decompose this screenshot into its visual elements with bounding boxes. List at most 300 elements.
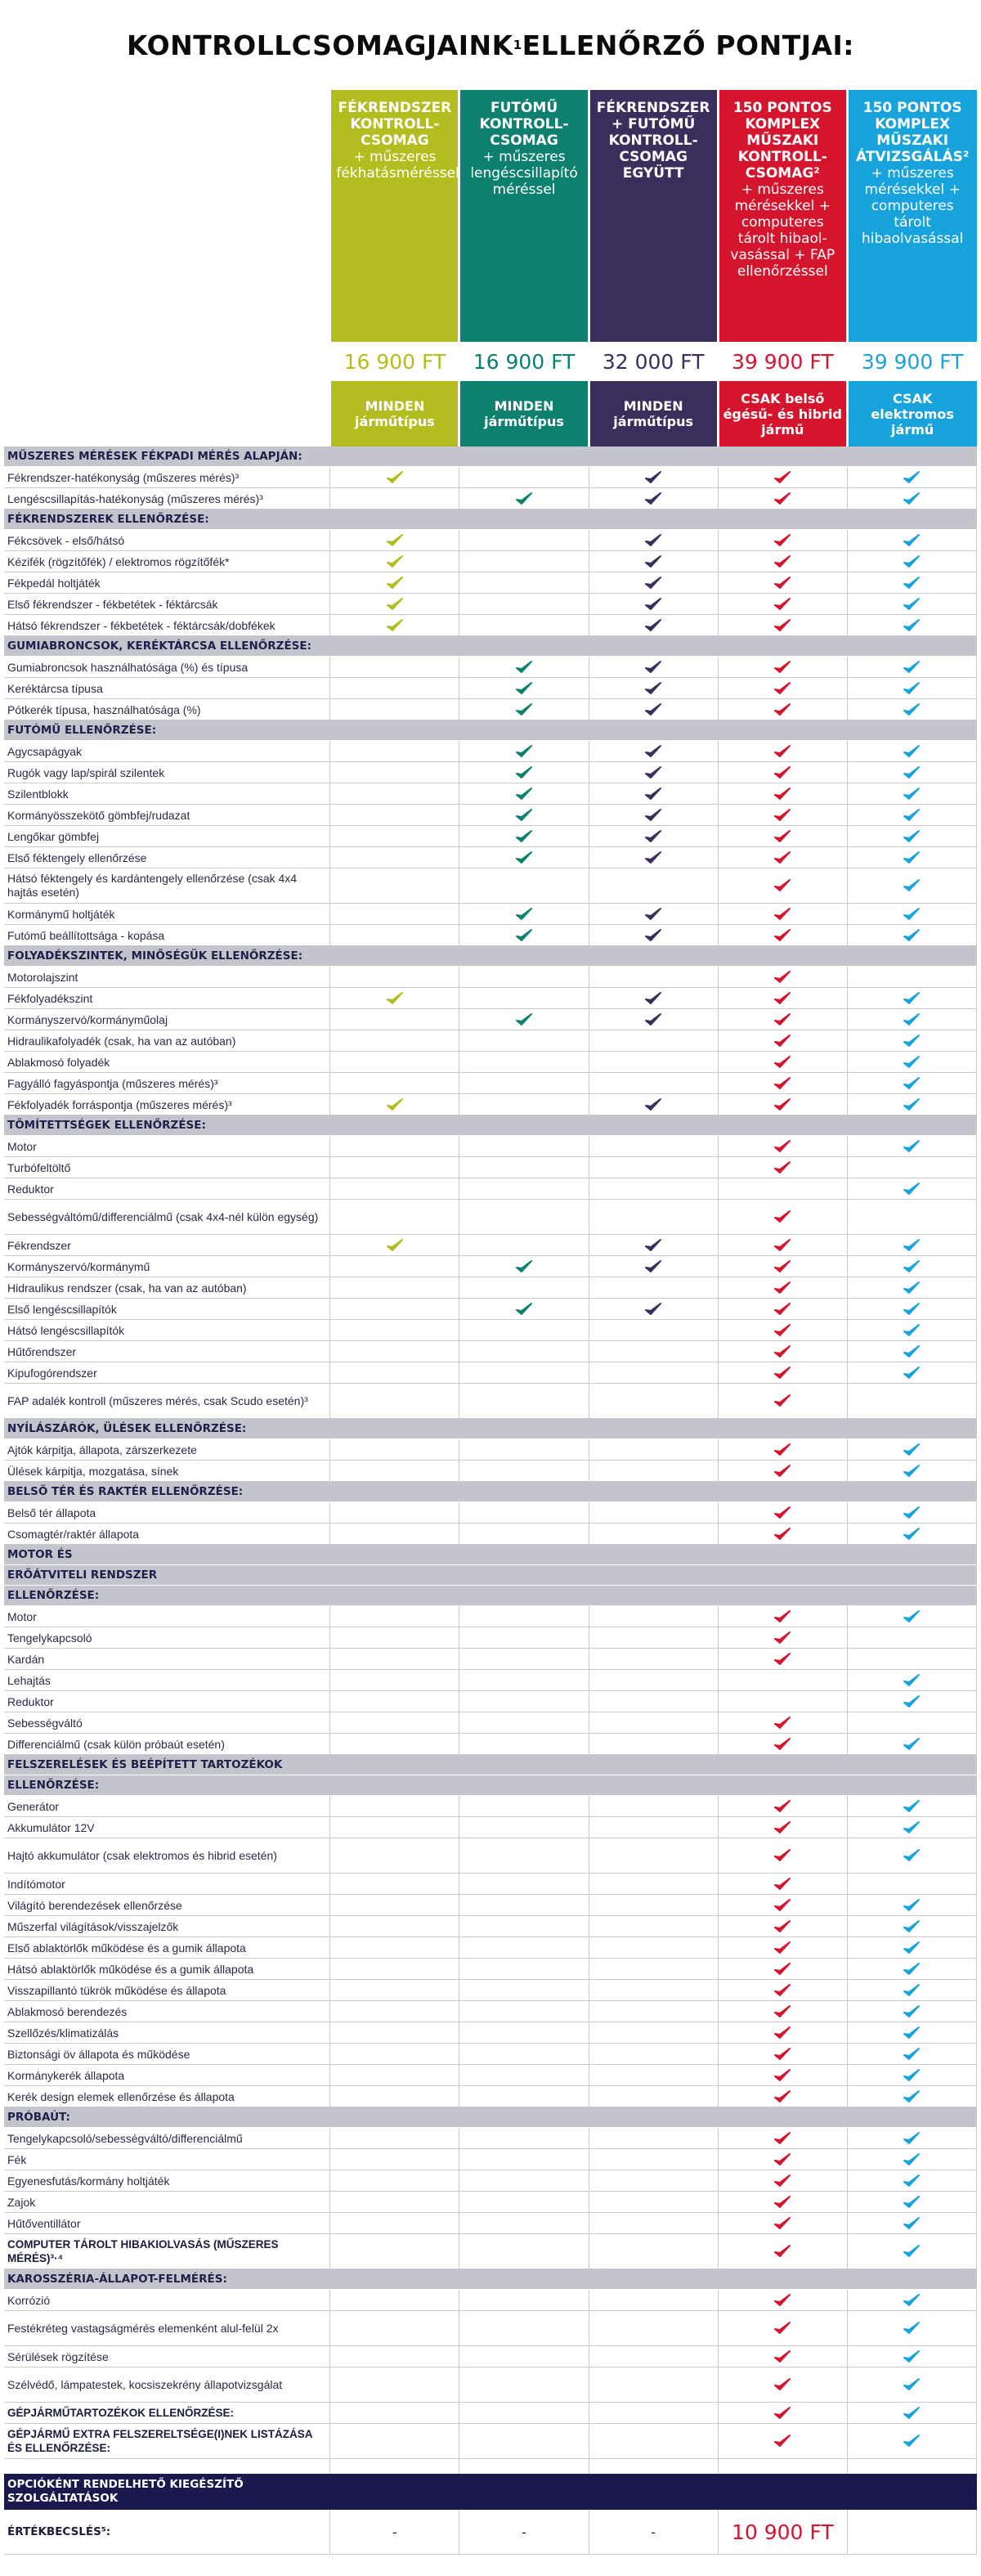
row-label: Kerék design elemek ellenőrzése és állapota <box>4 2086 330 2107</box>
check-cell <box>459 1052 589 1073</box>
row-label: Sebességváltómű/differenciálmű (csak 4x4-nél külön egység) <box>4 1200 330 1235</box>
check-icon <box>773 680 791 697</box>
check-cell <box>459 1256 589 1277</box>
check-icon <box>903 1847 921 1864</box>
check-cell <box>847 1277 976 1299</box>
check-icon <box>644 765 662 781</box>
vehicle-type-3: MINDEN járműtípus <box>589 381 718 447</box>
check-cell <box>589 1073 718 1094</box>
check-row <box>4 1461 977 1482</box>
check-cell <box>459 1341 589 1362</box>
check-icon <box>644 1012 662 1028</box>
check-cell <box>459 2403 589 2424</box>
check-cell <box>589 2022 718 2044</box>
check-row <box>4 551 977 572</box>
check-cell <box>330 2290 459 2311</box>
check-cell <box>718 1200 847 1235</box>
check-cell <box>459 2192 589 2213</box>
check-icon <box>773 2292 791 2309</box>
package-extra: + műszeres lengéscsillapító méréssel <box>470 149 578 198</box>
check-cell <box>718 925 847 946</box>
check-cell <box>589 2044 718 2065</box>
check-cell <box>459 1670 589 1691</box>
check-cell <box>847 1712 976 1734</box>
check-cell <box>718 1838 847 1874</box>
check-cell <box>589 657 718 678</box>
check-cell <box>718 1073 847 1094</box>
check-icon <box>644 906 662 922</box>
row-label: Motor <box>4 1136 330 1157</box>
check-cell <box>330 1627 459 1649</box>
check-row <box>4 1691 977 1712</box>
check-cell <box>459 488 589 509</box>
package-header-4 <box>718 90 847 342</box>
check-cell <box>718 1052 847 1073</box>
section-header-row <box>4 1775 977 1796</box>
row-label: Lehajtás <box>4 1670 330 1691</box>
check-cell <box>847 1320 976 1341</box>
check-cell <box>330 1235 459 1256</box>
row-label: Szélvédő, lámpatestek, kocsiszekrény állapotvizsgálat <box>4 2367 330 2403</box>
row-label: Hajtó akkumulátor (csak elektromos és hibrid esetén) <box>4 1838 330 1874</box>
check-cell <box>330 826 459 847</box>
check-icon <box>773 702 791 718</box>
check-icon <box>773 2194 791 2210</box>
check-cell <box>718 1712 847 1734</box>
check-icon <box>903 2046 921 2062</box>
check-icon <box>773 743 791 760</box>
row-label: Keréktárcsa típusa <box>4 678 330 699</box>
check-cell <box>718 741 847 762</box>
check-cell <box>847 805 976 826</box>
check-icon <box>903 1505 921 1521</box>
section-spacer <box>459 447 589 467</box>
check-cell <box>847 925 976 946</box>
check-row <box>4 1362 977 1384</box>
row-label: Fékfolyadékszint <box>4 988 330 1009</box>
section-title: GUMIABRONCSOK, KERÉKTÁRCSA ELLENŐRZÉSE: <box>4 636 330 657</box>
check-cell <box>330 2044 459 2065</box>
check-cell <box>459 1009 589 1030</box>
check-icon <box>773 850 791 866</box>
check-cell <box>589 868 718 904</box>
check-icon <box>773 1237 791 1254</box>
section-spacer <box>847 1482 976 1502</box>
check-row <box>4 1627 977 1649</box>
check-cell <box>847 741 976 762</box>
check-icon <box>644 575 662 591</box>
check-icon <box>903 1237 921 1254</box>
check-cell <box>589 1895 718 1916</box>
check-cell <box>330 1299 459 1320</box>
section-spacer <box>718 2107 847 2128</box>
check-icon <box>903 1736 921 1752</box>
check-cell <box>459 925 589 946</box>
check-cell <box>459 1916 589 1937</box>
section-spacer <box>589 2107 718 2128</box>
check-cell <box>847 2403 976 2424</box>
check-cell <box>847 572 976 594</box>
section-spacer <box>459 1755 589 1775</box>
check-icon <box>903 743 921 760</box>
check-cell <box>847 1959 976 1980</box>
check-icon <box>773 2243 791 2260</box>
check-icon <box>773 1344 791 1360</box>
section-spacer <box>847 1755 976 1775</box>
check-cell <box>847 1073 976 1094</box>
row-label: Ajtók kárpitja, állapota, zárszerkezete <box>4 1439 330 1461</box>
check-row <box>4 904 977 925</box>
check-cell <box>718 1734 847 1755</box>
row-label: Hűtőrendszer <box>4 1341 330 1362</box>
check-cell <box>718 1980 847 2001</box>
check-row <box>4 783 977 805</box>
check-cell <box>330 1157 459 1178</box>
check-cell <box>459 530 589 551</box>
section-spacer <box>330 2269 459 2290</box>
check-cell <box>459 1277 589 1299</box>
check-icon <box>903 1526 921 1542</box>
blank-row <box>4 2459 977 2475</box>
check-cell <box>459 1362 589 1384</box>
check-cell <box>847 1094 976 1115</box>
check-icon <box>515 765 533 781</box>
section-spacer <box>330 1755 459 1775</box>
section-title: FELSZERELÉSEK ÉS BEÉPÍTETT TARTOZÉKOK <box>4 1755 330 1775</box>
check-cell <box>589 826 718 847</box>
check-icon <box>773 596 791 613</box>
section-spacer <box>459 720 589 741</box>
check-icon <box>644 1237 662 1254</box>
check-icon <box>903 1672 921 1689</box>
check-cell <box>330 530 459 551</box>
check-icon <box>773 617 791 634</box>
check-cell <box>718 2128 847 2149</box>
section-spacer <box>847 946 976 967</box>
check-icon <box>515 702 533 718</box>
check-cell <box>718 488 847 509</box>
check-row <box>4 868 977 904</box>
check-row <box>4 2213 977 2234</box>
check-icon <box>773 2405 791 2421</box>
check-cell <box>330 2065 459 2086</box>
check-icon <box>773 491 791 507</box>
section-spacer <box>718 509 847 530</box>
check-icon <box>644 617 662 634</box>
check-icon <box>903 1280 921 1296</box>
check-row <box>4 1649 977 1670</box>
section-spacer <box>459 1545 589 1565</box>
section-spacer <box>718 1545 847 1565</box>
check-icon <box>903 2433 921 2449</box>
row-label: GÉPJÁRMŰ EXTRA FELSZERELTSÉGE(I)NEK LISTÁZÁSA ÉS ELLENŐRZÉSE: <box>4 2424 330 2459</box>
check-row <box>4 1937 977 1959</box>
check-row <box>4 2086 977 2107</box>
section-spacer <box>330 1419 459 1439</box>
row-label: Tengelykapcsoló <box>4 1627 330 1649</box>
check-cell <box>330 925 459 946</box>
check-cell <box>847 2022 976 2044</box>
check-icon <box>903 702 921 718</box>
check-cell <box>330 2311 459 2346</box>
row-label: Differenciálmű (csak külön próbaút esetén) <box>4 1734 330 1755</box>
check-icon <box>903 2349 921 2365</box>
row-label: Belső tér állapota <box>4 1502 330 1524</box>
blank-cell <box>4 2459 330 2475</box>
check-icon <box>773 1160 791 1176</box>
check-row <box>4 488 977 509</box>
blank-cell <box>459 2459 589 2475</box>
check-icon <box>386 1097 404 1113</box>
check-cell <box>589 1341 718 1362</box>
check-icon <box>644 491 662 507</box>
row-label: Egyenesfutás/kormány holtjáték <box>4 2170 330 2192</box>
check-cell <box>718 2424 847 2459</box>
check-icon <box>773 659 791 675</box>
check-row <box>4 1502 977 1524</box>
check-icon <box>773 1033 791 1049</box>
check-cell <box>589 1384 718 1419</box>
check-cell <box>330 1200 459 1235</box>
check-cell <box>459 1200 589 1235</box>
section-spacer <box>589 1419 718 1439</box>
check-icon <box>903 1075 921 1092</box>
check-icon <box>773 1280 791 1296</box>
check-cell <box>589 488 718 509</box>
check-cell <box>589 1959 718 1980</box>
check-cell <box>847 2424 976 2459</box>
check-cell <box>718 699 847 720</box>
check-row <box>4 2022 977 2044</box>
check-icon <box>903 1798 921 1815</box>
check-cell <box>459 699 589 720</box>
check-cell <box>459 2234 589 2269</box>
check-icon <box>903 1897 921 1914</box>
check-cell <box>718 467 847 488</box>
check-cell <box>589 2086 718 2107</box>
row-label: Fék <box>4 2149 330 2170</box>
check-icon <box>644 743 662 760</box>
check-cell <box>718 551 847 572</box>
package-price-1: 16 900 FT <box>330 342 459 381</box>
check-cell <box>330 2234 459 2269</box>
check-cell <box>459 1712 589 1734</box>
optional-services-label: OPCIÓKÉNT RENDELHETŐ KIEGÉSZÍTŐ SZOLGÁLTATÁSOK <box>4 2474 330 2510</box>
check-cell <box>459 1299 589 1320</box>
check-icon <box>644 1097 662 1113</box>
check-cell <box>459 1524 589 1545</box>
check-icon <box>903 850 921 866</box>
section-title: MŰSZERES MÉRÉSEK FÉKPADI MÉRÉS ALAPJÁN: <box>4 447 330 467</box>
row-label: Hidraulikafolyadék (csak, ha van az autóban) <box>4 1030 330 1052</box>
package-price-2: 16 900 FT <box>459 342 589 381</box>
check-cell <box>718 1461 847 1482</box>
check-icon <box>903 2376 921 2393</box>
check-row <box>4 615 977 636</box>
check-cell <box>330 1362 459 1384</box>
check-cell <box>718 1670 847 1691</box>
section-header-row <box>4 2107 977 2128</box>
check-icon <box>773 1505 791 1521</box>
section-spacer <box>718 1755 847 1775</box>
section-spacer <box>330 1482 459 1502</box>
section-title: KAROSSZÉRIA-ÁLLAPOT-FELMÉRÉS: <box>4 2269 330 2290</box>
check-icon <box>903 1322 921 1339</box>
vehicle-type-row <box>4 381 977 447</box>
check-icon <box>903 1365 921 1381</box>
check-cell <box>718 572 847 594</box>
check-cell <box>330 1439 459 1461</box>
check-cell <box>589 1030 718 1052</box>
check-icon <box>773 1876 791 1892</box>
section-header-row <box>4 1482 977 1502</box>
check-cell <box>589 1502 718 1524</box>
row-label: Tengelykapcsoló/sebességváltó/differenciálmű <box>4 2128 330 2149</box>
check-cell <box>459 967 589 988</box>
package-name: FÉKRENDSZER + FUTÓMŰ KONTROLL-CSOMAG EGYÜTT <box>596 100 710 182</box>
section-spacer <box>718 1482 847 1502</box>
check-icon <box>644 850 662 866</box>
check-cell <box>718 2149 847 2170</box>
check-cell <box>718 1384 847 1419</box>
optional-spacer <box>847 2474 976 2510</box>
section-spacer <box>459 1586 589 1606</box>
section-spacer <box>847 1565 976 1586</box>
check-cell <box>847 2170 976 2192</box>
check-cell <box>589 1256 718 1277</box>
check-icon <box>773 1138 791 1155</box>
check-cell <box>459 2044 589 2065</box>
check-cell <box>459 1895 589 1916</box>
check-icon <box>644 1259 662 1275</box>
check-cell <box>847 1649 976 1670</box>
check-row <box>4 1980 977 2001</box>
check-icon <box>515 786 533 802</box>
row-label: Hátsó ablaktörlők működése és a gumik állapota <box>4 1959 330 1980</box>
row-label: Agycsapágyak <box>4 741 330 762</box>
check-cell <box>330 1341 459 1362</box>
check-cell <box>330 1895 459 1916</box>
check-cell <box>459 1461 589 1482</box>
page-title <box>0 0 981 90</box>
check-cell <box>330 615 459 636</box>
section-spacer <box>330 1545 459 1565</box>
check-icon <box>644 786 662 802</box>
check-cell <box>847 1341 976 1362</box>
check-cell <box>718 1235 847 1256</box>
row-label: Lengéscsillapítás-hatékonyság (műszeres mérés)³ <box>4 488 330 509</box>
check-cell <box>330 1691 459 1712</box>
check-cell <box>847 1895 976 1916</box>
check-row <box>4 572 977 594</box>
check-cell <box>847 2086 976 2107</box>
check-row <box>4 1299 977 1320</box>
check-cell <box>847 1362 976 1384</box>
check-cell <box>330 1916 459 1937</box>
check-icon <box>773 2025 791 2041</box>
row-label: Kézifék (rögzítőfék) / elektromos rögzítőfék* <box>4 551 330 572</box>
check-icon <box>903 1609 921 1625</box>
section-title: MOTOR ÉS <box>4 1545 330 1565</box>
check-cell <box>589 783 718 805</box>
row-label: Lengőkar gömbfej <box>4 826 330 847</box>
check-cell <box>589 1874 718 1895</box>
check-cell <box>847 530 976 551</box>
row-label: Futómű beállítottsága - kopása <box>4 925 330 946</box>
check-cell <box>847 2346 976 2367</box>
check-icon <box>773 532 791 549</box>
check-icon <box>773 2173 791 2189</box>
check-icon <box>773 1259 791 1275</box>
section-spacer <box>589 1545 718 1565</box>
check-icon <box>903 1012 921 1028</box>
section-header-row <box>4 1545 977 1565</box>
check-cell <box>718 2367 847 2403</box>
section-spacer <box>847 447 976 467</box>
row-label: Hátsó féktengely és kardántengely ellenőrzése (csak 4x4 hajtás esetén) <box>4 868 330 904</box>
row-label: Turbófeltöltő <box>4 1157 330 1178</box>
check-cell <box>459 783 589 805</box>
check-icon <box>773 1897 791 1914</box>
check-cell <box>589 1320 718 1341</box>
check-cell <box>589 2192 718 2213</box>
check-cell <box>847 1502 976 1524</box>
check-icon <box>773 2376 791 2393</box>
row-label: Kormánykerék állapota <box>4 2065 330 2086</box>
check-row <box>4 1277 977 1299</box>
check-cell <box>459 1320 589 1341</box>
section-spacer <box>330 1115 459 1136</box>
check-icon <box>773 575 791 591</box>
check-cell <box>330 678 459 699</box>
section-spacer <box>330 1586 459 1606</box>
check-icon <box>773 1798 791 1815</box>
check-cell <box>459 2086 589 2107</box>
check-cell <box>330 1980 459 2001</box>
row-label: Fékrendszer <box>4 1235 330 1256</box>
section-spacer <box>459 1419 589 1439</box>
check-cell <box>847 1691 976 1712</box>
row-label: Hidraulikus rendszer (csak, ha van az autóban) <box>4 1277 330 1299</box>
check-icon <box>903 1463 921 1479</box>
check-icon <box>903 532 921 549</box>
check-icon <box>903 2243 921 2260</box>
row-label: Korrózió <box>4 2290 330 2311</box>
package-price-3: 32 000 FT <box>589 342 718 381</box>
check-cell <box>847 1052 976 1073</box>
check-cell <box>718 2403 847 2424</box>
check-row <box>4 1200 977 1235</box>
check-icon <box>903 2025 921 2041</box>
check-row <box>4 2424 977 2459</box>
check-row <box>4 1384 977 1419</box>
section-spacer <box>589 636 718 657</box>
section-title: NYÍLÁSZÁRÓK, ÜLÉSEK ELLENŐRZÉSE: <box>4 1419 330 1439</box>
check-cell <box>330 1009 459 1030</box>
row-label: Kormányszervó/kormányműolaj <box>4 1009 330 1030</box>
row-label: Pótkerék típusa, használhatósága (%) <box>4 699 330 720</box>
check-icon <box>515 1301 533 1317</box>
check-icon <box>903 680 921 697</box>
check-cell <box>330 988 459 1009</box>
check-cell <box>718 530 847 551</box>
check-icon <box>903 2292 921 2309</box>
section-spacer <box>459 1565 589 1586</box>
check-icon <box>773 1847 791 1864</box>
row-label: Fékrendszer-hatékonyság (műszeres mérés)³ <box>4 467 330 488</box>
check-icon <box>903 469 921 486</box>
check-cell <box>847 1384 976 1419</box>
